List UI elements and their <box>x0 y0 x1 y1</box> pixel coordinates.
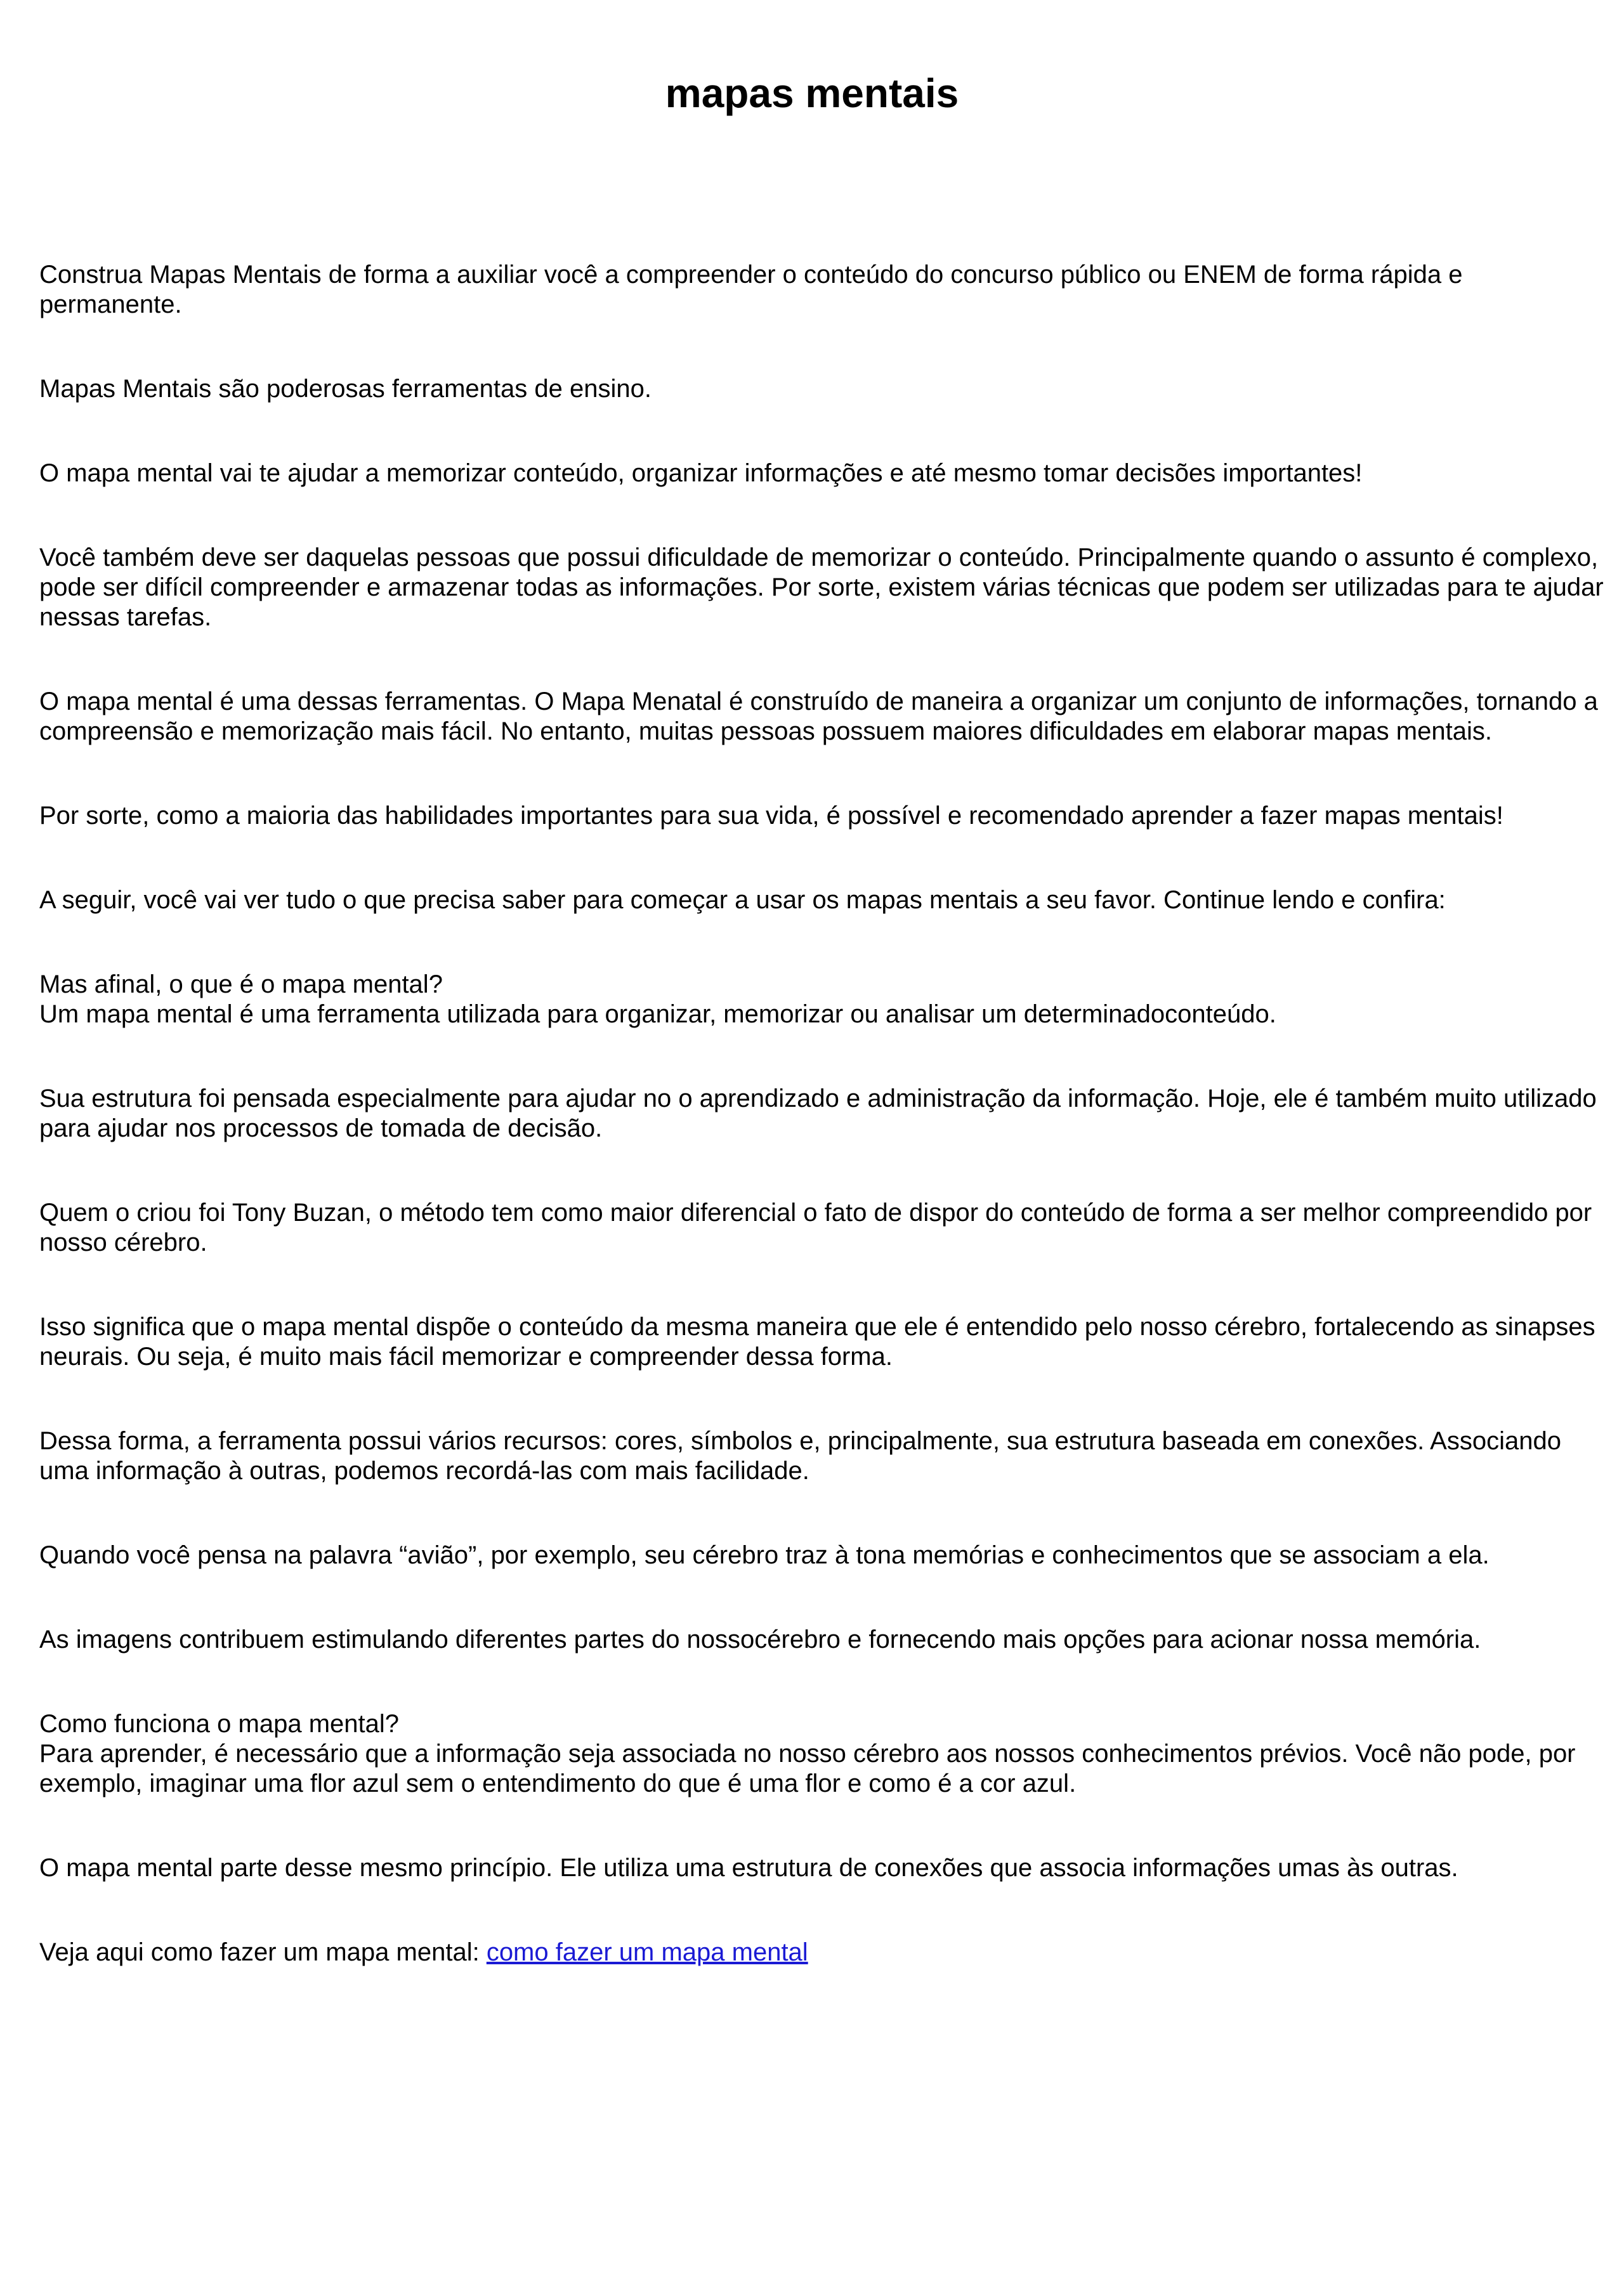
paragraph: Construa Mapas Mentais de forma a auxiliar você a compreender o conteúdo do concurso público ou ENEM de forma rápida e permanente. <box>39 261 1463 318</box>
paragraph: Dessa forma, a ferramenta possui vários recursos: cores, símbolos e, principalmente, sua estrutura baseada em conexões. Associando uma informação à outras, podemos recordá-las com mais facilidade. <box>39 1427 1561 1485</box>
paragraph: A seguir, você vai ver tudo o que precisa saber para começar a usar os mapas mentais a seu favor. Continue lendo e confira: <box>39 886 1446 914</box>
section-heading: Mas afinal, o que é o mapa mental? <box>39 970 443 998</box>
page-title: mapas mentais <box>665 70 959 116</box>
paragraph: Sua estrutura foi pensada especialmente para ajudar no o aprendizado e administração da informação. Hoje, ele é também muito utilizado para ajudar nos processos de tomada de decisão. <box>39 1085 1597 1142</box>
paragraph: O mapa mental é uma dessas ferramentas. O Mapa Menatal é construído de maneira a organizar um conjunto de informações, tornando a compreensão e memorização mais fácil. No entanto, muitas pessoas possuem maiores dificuldades em elaborar mapas mentais. <box>39 688 1598 745</box>
paragraph: As imagens contribuem estimulando diferentes partes do nossocérebro e fornecendo mais opções para acionar nossa memória. <box>39 1626 1481 1654</box>
footer-line <box>39 1938 1606 1967</box>
paragraph: O mapa mental vai te ajudar a memorizar conteúdo, organizar informações e até mesmo tomar decisões importantes! <box>39 459 1363 487</box>
paragraph: Mapas Mentais são poderosas ferramentas de ensino. <box>39 375 652 403</box>
paragraph: O mapa mental parte desse mesmo princípio. Ele utiliza uma estrutura de conexões que associa informações umas às outras. <box>39 1854 1458 1882</box>
paragraph: Isso significa que o mapa mental dispõe o conteúdo da mesma maneira que ele é entendido pelo nosso cérebro, fortalecendo as sinapses neurais. Ou seja, é muito mais fácil memorizar e compreender dessa forma. <box>39 1313 1595 1371</box>
section-block <box>39 970 1606 1029</box>
document-body <box>39 260 1606 2022</box>
section-heading: Como funciona o mapa mental? <box>39 1710 399 1738</box>
how-to-make-mind-map-link[interactable]: como fazer um mapa mental <box>486 1938 808 1966</box>
paragraph: Por sorte, como a maioria das habilidades importantes para sua vida, é possível e recomendado aprender a fazer mapas mentais! <box>39 802 1503 830</box>
footer-prefix: Veja aqui como fazer um mapa mental: <box>39 1938 487 1966</box>
paragraph: Você também deve ser daquelas pessoas que possui dificuldade de memorizar o conteúdo. Principalmente quando o assunto é complexo, pode ser difícil compreender e armazenar todas as informações. Por sorte, existem várias técnicas que podem ser utilizadas para te ajudar nessas tarefas. <box>39 544 1604 631</box>
paragraph: Quando você pensa na palavra “avião”, por exemplo, seu cérebro traz à tona memórias e conhecimentos que se associam a ela. <box>39 1541 1490 1569</box>
paragraph: Um mapa mental é uma ferramenta utilizada para organizar, memorizar ou analisar um determinadoconteúdo. <box>39 1000 1276 1028</box>
section-block <box>39 1709 1606 1799</box>
paragraph: Para aprender, é necessário que a informação seja associada no nosso cérebro aos nossos conhecimentos prévios. Você não pode, por exemplo, imaginar uma flor azul sem o entendimento do que é uma flor e como é a cor azul. <box>39 1740 1576 1797</box>
paragraph: Quem o criou foi Tony Buzan, o método tem como maior diferencial o fato de dispor do conteúdo de forma a ser melhor compreendido por nosso cérebro. <box>39 1199 1592 1256</box>
